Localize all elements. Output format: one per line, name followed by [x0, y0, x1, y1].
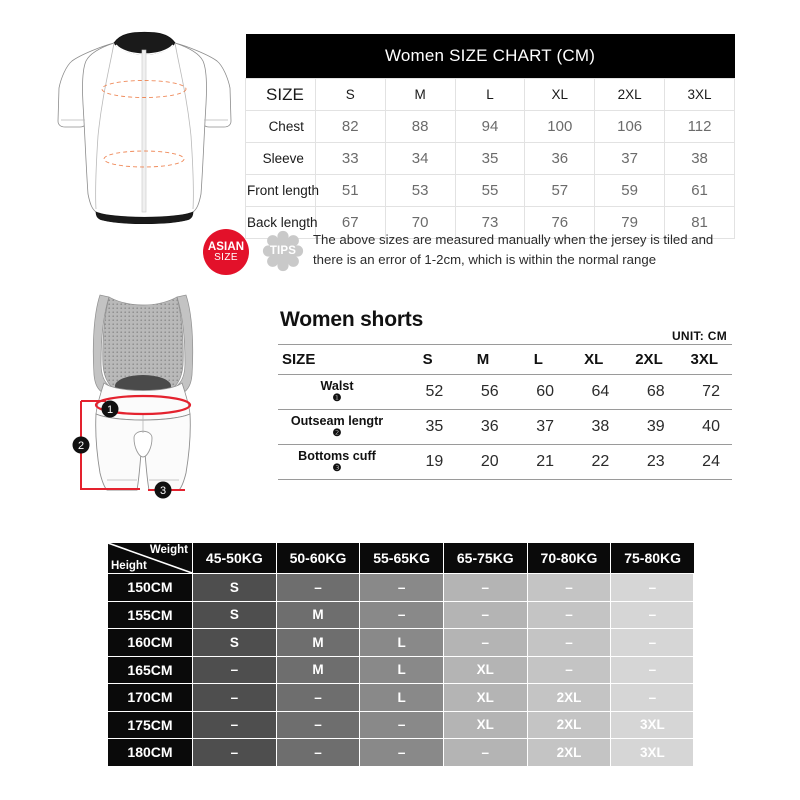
grid-row [108, 684, 694, 712]
asian-size-badge [203, 229, 249, 275]
grid-cell: XL [443, 684, 527, 712]
jersey-cell-value: 59 [595, 175, 665, 207]
jersey-cell-value: 37 [595, 143, 665, 175]
jersey-cell-value: 36 [525, 143, 595, 175]
shorts-cell-value: 19 [400, 445, 455, 480]
jersey-row-label: Sleeve [246, 143, 316, 175]
grid-cell: – [276, 684, 360, 712]
asian-badge-line1: ASIAN [207, 240, 245, 253]
height-weight-grid [108, 543, 694, 766]
grid-cell: – [443, 574, 527, 602]
shorts-cell-value: 38 [566, 410, 621, 445]
grid-row [108, 656, 694, 684]
shorts-cell-value: 40 [677, 410, 732, 445]
grid-cell: – [193, 684, 277, 712]
grid-cell: L [360, 629, 444, 657]
grid-cell: – [360, 574, 444, 602]
grid-cell: 2XL [527, 739, 611, 766]
grid-cell: XL [443, 711, 527, 739]
jersey-cell-value: 73 [455, 207, 525, 239]
grid-cell: – [443, 601, 527, 629]
grid-cell: – [193, 656, 277, 684]
grid-cell: – [611, 684, 694, 712]
grid-cell: – [193, 739, 277, 766]
grid-cell: – [360, 739, 444, 766]
svg-text:3: 3 [159, 485, 167, 497]
shorts-cell-value: 56 [455, 375, 510, 410]
grid-cell: L [360, 656, 444, 684]
grid-cell: – [193, 711, 277, 739]
grid-row [108, 574, 694, 602]
shorts-size-label: SIZE [278, 345, 400, 375]
grid-cell: – [527, 601, 611, 629]
table-row [246, 111, 735, 143]
grid-cell: – [276, 711, 360, 739]
jersey-cell-value: 33 [315, 143, 385, 175]
grid-cell: – [527, 629, 611, 657]
grid-row [108, 601, 694, 629]
grid-cell: – [276, 739, 360, 766]
shorts-title: Women shorts [280, 308, 424, 331]
grid-corner-header [108, 543, 193, 574]
grid-cell: – [611, 629, 694, 657]
table-row [278, 445, 732, 480]
shorts-size-table [278, 344, 732, 480]
grid-cell: XL [443, 656, 527, 684]
shorts-cell-value: 39 [621, 410, 676, 445]
grid-weight-header: 65-75KG [443, 543, 527, 574]
grid-cell: S [193, 601, 277, 629]
shorts-size-header: 2XL [621, 345, 676, 375]
shorts-size-header: XL [566, 345, 621, 375]
jersey-cell-value: 112 [665, 111, 735, 143]
shorts-size-header: M [455, 345, 510, 375]
jersey-size-header: 3XL [665, 79, 735, 111]
shorts-cell-value: 36 [455, 410, 510, 445]
grid-cell: – [611, 574, 694, 602]
jersey-cell-value: 88 [385, 111, 455, 143]
grid-weight-label: Weight [149, 544, 188, 556]
jersey-row-label: Chest [246, 111, 316, 143]
grid-height-label: Height [111, 560, 147, 572]
jersey-size-header: 2XL [595, 79, 665, 111]
jersey-cell-value: 38 [665, 143, 735, 175]
jersey-cell-value: 61 [665, 175, 735, 207]
jersey-size-header: XL [525, 79, 595, 111]
grid-height-header: 160CM [108, 629, 193, 657]
shorts-header [278, 308, 728, 344]
shorts-cell-value: 37 [511, 410, 566, 445]
grid-height-header: 150CM [108, 574, 193, 602]
shorts-size-header: L [511, 345, 566, 375]
grid-row [108, 629, 694, 657]
jersey-illustration [52, 26, 237, 231]
jersey-cell-value: 100 [525, 111, 595, 143]
grid-row [108, 739, 694, 766]
jersey-cell-value: 82 [315, 111, 385, 143]
bib-shorts-illustration [48, 283, 238, 505]
grid-height-header: 180CM [108, 739, 193, 766]
jersey-size-header: M [385, 79, 455, 111]
svg-text:2: 2 [77, 440, 85, 452]
grid-cell: L [360, 684, 444, 712]
jersey-cell-value: 35 [455, 143, 525, 175]
jersey-cell-value: 70 [385, 207, 455, 239]
shorts-cell-value: 22 [566, 445, 621, 480]
jersey-cell-value: 53 [385, 175, 455, 207]
shorts-row-label: Bottoms cuff ❸ [278, 445, 400, 480]
shorts-cell-value: 21 [511, 445, 566, 480]
grid-cell: – [443, 739, 527, 766]
grid-cell: – [443, 629, 527, 657]
jersey-table-title: Women SIZE CHART (CM) [246, 34, 735, 79]
grid-row [108, 711, 694, 739]
grid-height-header: 155CM [108, 601, 193, 629]
grid-cell: – [527, 656, 611, 684]
shorts-row-marker: ❶ [332, 392, 342, 404]
jersey-cell-value: 55 [455, 175, 525, 207]
jersey-row-label: Back length [246, 207, 316, 239]
jersey-cell-value: 34 [385, 143, 455, 175]
shorts-cell-value: 64 [566, 375, 621, 410]
grid-cell: – [360, 601, 444, 629]
grid-height-header: 175CM [108, 711, 193, 739]
shorts-row-marker: ❸ [332, 462, 342, 474]
grid-weight-header: 70-80KG [527, 543, 611, 574]
tips-icon [262, 230, 304, 272]
shorts-size-block [278, 308, 728, 480]
tips-note-text: The above sizes are measured manually when the jersey is tiled and there is an error of 1-2cm, which is within the normal range [313, 232, 714, 268]
grid-cell: 3XL [611, 739, 694, 766]
shorts-cell-value: 72 [677, 375, 732, 410]
shorts-cell-value: 52 [400, 375, 455, 410]
table-row [278, 410, 732, 445]
svg-text:1: 1 [106, 404, 114, 416]
grid-weight-header: 55-65KG [360, 543, 444, 574]
jersey-cell-value: 79 [595, 207, 665, 239]
shorts-cell-value: 24 [677, 445, 732, 480]
shorts-unit-label: UNIT: CM [671, 329, 727, 343]
grid-cell: 2XL [527, 684, 611, 712]
jersey-cell-value: 81 [665, 207, 735, 239]
grid-weight-header: 75-80KG [611, 543, 694, 574]
table-row [246, 175, 735, 207]
shorts-cell-value: 68 [621, 375, 676, 410]
grid-cell: – [276, 574, 360, 602]
grid-cell: M [276, 656, 360, 684]
grid-cell: 2XL [527, 711, 611, 739]
grid-cell: M [276, 601, 360, 629]
grid-weight-header: 50-60KG [276, 543, 360, 574]
grid-weight-header: 45-50KG [193, 543, 277, 574]
shorts-cell-value: 60 [511, 375, 566, 410]
jersey-cell-value: 67 [315, 207, 385, 239]
jersey-cell-value: 94 [455, 111, 525, 143]
shorts-row-label: Walst ❶ [278, 375, 400, 410]
shorts-cell-value: 35 [400, 410, 455, 445]
shorts-cell-value: 20 [455, 445, 510, 480]
jersey-size-label: SIZE [246, 79, 316, 111]
shorts-size-header: S [400, 345, 455, 375]
grid-cell: M [276, 629, 360, 657]
grid-cell: S [193, 574, 277, 602]
grid-cell: S [193, 629, 277, 657]
jersey-row-label: Front length [246, 175, 316, 207]
jersey-cell-value: 57 [525, 175, 595, 207]
jersey-size-header: L [455, 79, 525, 111]
grid-height-header: 170CM [108, 684, 193, 712]
jersey-size-header: S [315, 79, 385, 111]
jersey-size-table [245, 34, 735, 239]
jersey-cell-value: 106 [595, 111, 665, 143]
grid-cell: – [360, 711, 444, 739]
shorts-row-marker: ❷ [332, 427, 342, 439]
grid-cell: – [611, 601, 694, 629]
grid-height-header: 165CM [108, 656, 193, 684]
asian-badge-line2: SIZE [214, 251, 238, 263]
shorts-row-label: Outseam lengtr ❷ [278, 410, 400, 445]
table-row [246, 143, 735, 175]
table-row [278, 375, 732, 410]
grid-cell: 3XL [611, 711, 694, 739]
tips-icon-label: TIPS [269, 245, 297, 257]
jersey-cell-value: 76 [525, 207, 595, 239]
shorts-size-header: 3XL [677, 345, 732, 375]
jersey-cell-value: 51 [315, 175, 385, 207]
shorts-cell-value: 23 [621, 445, 676, 480]
grid-cell: – [527, 574, 611, 602]
grid-cell: – [611, 656, 694, 684]
